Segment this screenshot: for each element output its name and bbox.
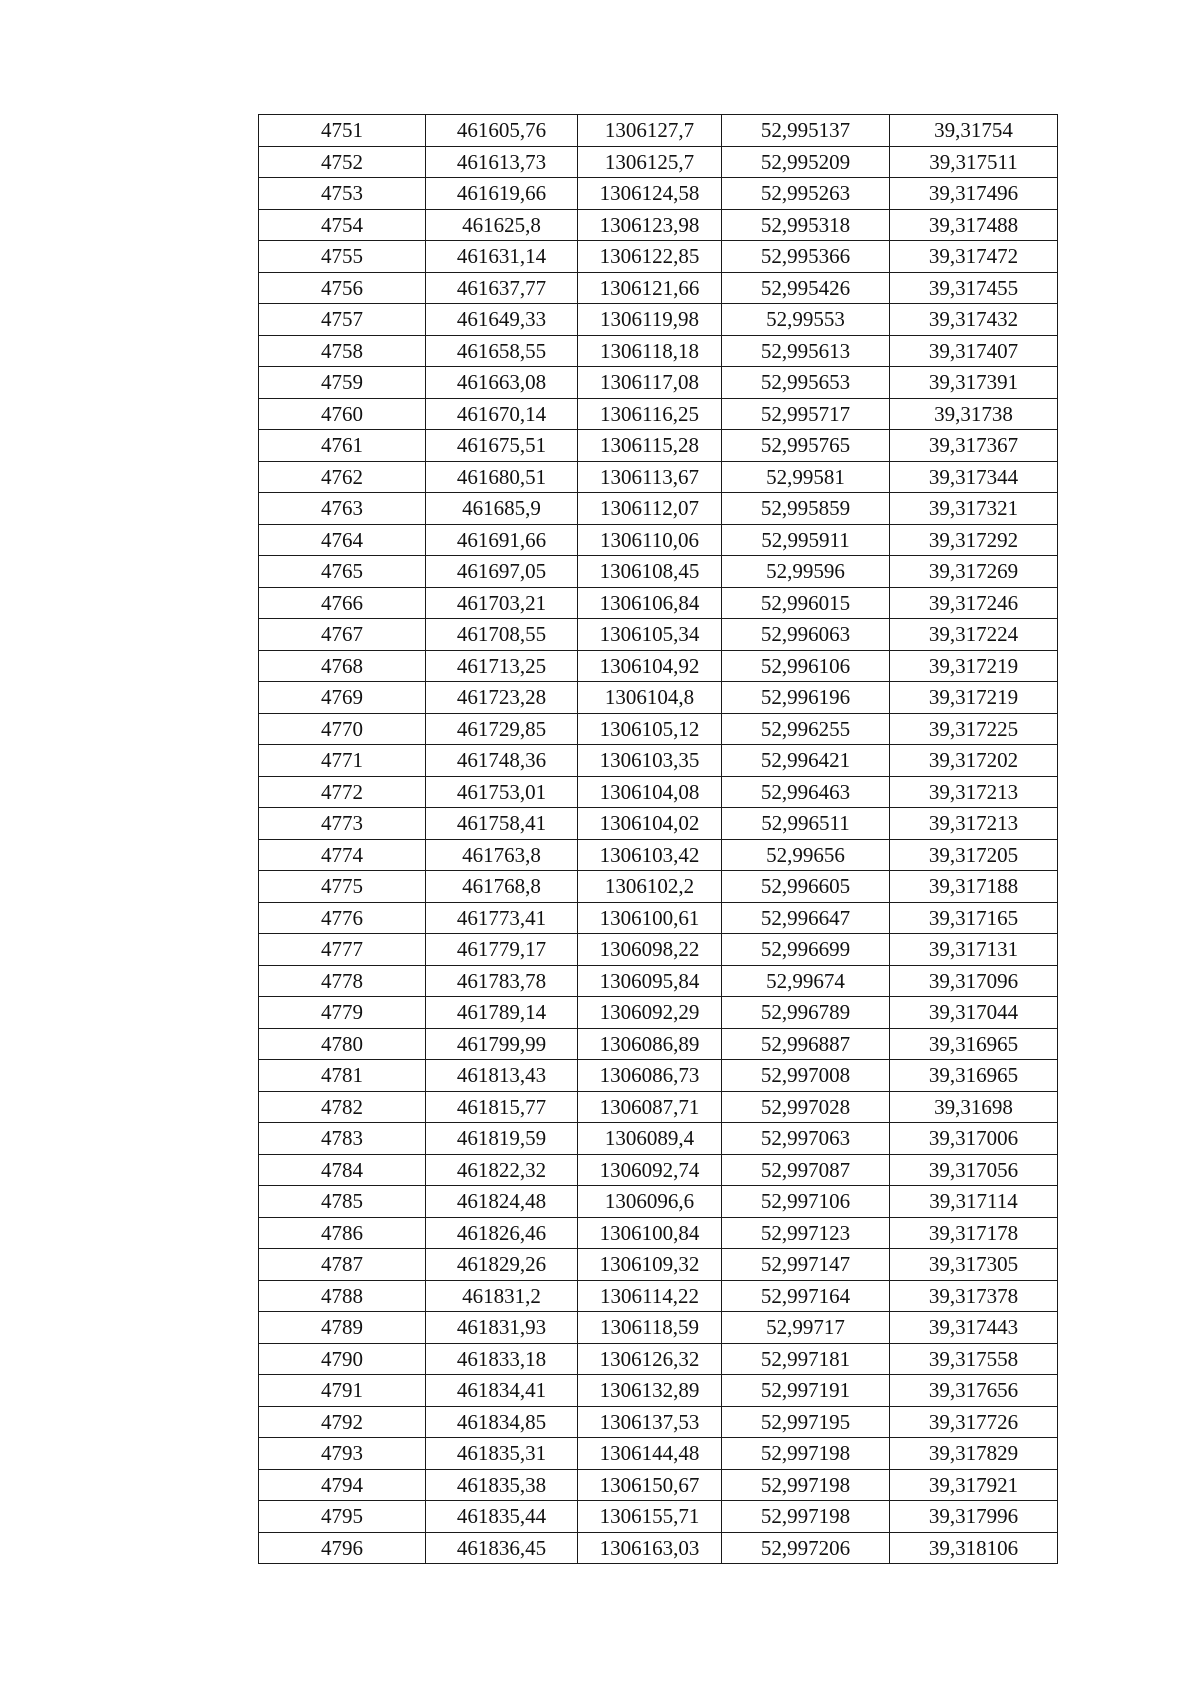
table-row — [259, 682, 1058, 714]
point-number-cell: 4794 — [259, 1469, 426, 1501]
x-coordinate-cell: 461835,38 — [426, 1469, 578, 1501]
point-number-cell: 4754 — [259, 209, 426, 241]
y-coordinate-cell: 1306086,73 — [578, 1060, 722, 1092]
x-coordinate-cell: 461619,66 — [426, 178, 578, 210]
table-row — [259, 934, 1058, 966]
coordinates-table — [258, 114, 1058, 1564]
point-number-cell: 4787 — [259, 1249, 426, 1281]
latitude-cell: 52,997063 — [722, 1123, 890, 1155]
longitude-cell: 39,317213 — [890, 808, 1058, 840]
table-row — [259, 839, 1058, 871]
longitude-cell: 39,317213 — [890, 776, 1058, 808]
longitude-cell: 39,317269 — [890, 556, 1058, 588]
x-coordinate-cell: 461789,14 — [426, 997, 578, 1029]
latitude-cell: 52,995717 — [722, 398, 890, 430]
y-coordinate-cell: 1306155,71 — [578, 1501, 722, 1533]
longitude-cell: 39,317656 — [890, 1375, 1058, 1407]
point-number-cell: 4759 — [259, 367, 426, 399]
y-coordinate-cell: 1306150,67 — [578, 1469, 722, 1501]
y-coordinate-cell: 1306112,07 — [578, 493, 722, 525]
table-row — [259, 650, 1058, 682]
y-coordinate-cell: 1306092,74 — [578, 1154, 722, 1186]
latitude-cell: 52,995318 — [722, 209, 890, 241]
x-coordinate-cell: 461723,28 — [426, 682, 578, 714]
x-coordinate-cell: 461605,76 — [426, 115, 578, 147]
x-coordinate-cell: 461835,31 — [426, 1438, 578, 1470]
longitude-cell: 39,317344 — [890, 461, 1058, 493]
y-coordinate-cell: 1306118,59 — [578, 1312, 722, 1344]
x-coordinate-cell: 461819,59 — [426, 1123, 578, 1155]
longitude-cell: 39,31754 — [890, 115, 1058, 147]
table-row — [259, 335, 1058, 367]
point-number-cell: 4776 — [259, 902, 426, 934]
x-coordinate-cell: 461813,43 — [426, 1060, 578, 1092]
y-coordinate-cell: 1306124,58 — [578, 178, 722, 210]
table-row — [259, 1501, 1058, 1533]
latitude-cell: 52,996463 — [722, 776, 890, 808]
point-number-cell: 4782 — [259, 1091, 426, 1123]
table-row — [259, 1186, 1058, 1218]
y-coordinate-cell: 1306114,22 — [578, 1280, 722, 1312]
table-row — [259, 178, 1058, 210]
latitude-cell: 52,997106 — [722, 1186, 890, 1218]
point-number-cell: 4786 — [259, 1217, 426, 1249]
latitude-cell: 52,995653 — [722, 367, 890, 399]
table-row — [259, 1060, 1058, 1092]
point-number-cell: 4766 — [259, 587, 426, 619]
table-row — [259, 146, 1058, 178]
table-row — [259, 367, 1058, 399]
table-row — [259, 1312, 1058, 1344]
y-coordinate-cell: 1306110,06 — [578, 524, 722, 556]
x-coordinate-cell: 461670,14 — [426, 398, 578, 430]
table-row — [259, 1123, 1058, 1155]
point-number-cell: 4764 — [259, 524, 426, 556]
longitude-cell: 39,317496 — [890, 178, 1058, 210]
longitude-cell: 39,317056 — [890, 1154, 1058, 1186]
x-coordinate-cell: 461773,41 — [426, 902, 578, 934]
longitude-cell: 39,317096 — [890, 965, 1058, 997]
latitude-cell: 52,99656 — [722, 839, 890, 871]
latitude-cell: 52,996605 — [722, 871, 890, 903]
x-coordinate-cell: 461703,21 — [426, 587, 578, 619]
point-number-cell: 4751 — [259, 115, 426, 147]
longitude-cell: 39,317224 — [890, 619, 1058, 651]
point-number-cell: 4789 — [259, 1312, 426, 1344]
point-number-cell: 4753 — [259, 178, 426, 210]
longitude-cell: 39,317246 — [890, 587, 1058, 619]
point-number-cell: 4788 — [259, 1280, 426, 1312]
x-coordinate-cell: 461768,8 — [426, 871, 578, 903]
coordinates-table-body — [259, 115, 1058, 1564]
y-coordinate-cell: 1306100,61 — [578, 902, 722, 934]
y-coordinate-cell: 1306100,84 — [578, 1217, 722, 1249]
point-number-cell: 4768 — [259, 650, 426, 682]
x-coordinate-cell: 461691,66 — [426, 524, 578, 556]
latitude-cell: 52,997198 — [722, 1501, 890, 1533]
longitude-cell: 39,317225 — [890, 713, 1058, 745]
y-coordinate-cell: 1306116,25 — [578, 398, 722, 430]
table-row — [259, 398, 1058, 430]
table-row — [259, 965, 1058, 997]
point-number-cell: 4775 — [259, 871, 426, 903]
x-coordinate-cell: 461758,41 — [426, 808, 578, 840]
x-coordinate-cell: 461833,18 — [426, 1343, 578, 1375]
x-coordinate-cell: 461834,85 — [426, 1406, 578, 1438]
longitude-cell: 39,317558 — [890, 1343, 1058, 1375]
latitude-cell: 52,997008 — [722, 1060, 890, 1092]
y-coordinate-cell: 1306126,32 — [578, 1343, 722, 1375]
x-coordinate-cell: 461779,17 — [426, 934, 578, 966]
y-coordinate-cell: 1306103,42 — [578, 839, 722, 871]
x-coordinate-cell: 461708,55 — [426, 619, 578, 651]
latitude-cell: 52,995137 — [722, 115, 890, 147]
latitude-cell: 52,996106 — [722, 650, 890, 682]
x-coordinate-cell: 461831,93 — [426, 1312, 578, 1344]
point-number-cell: 4772 — [259, 776, 426, 808]
point-number-cell: 4795 — [259, 1501, 426, 1533]
table-row — [259, 1406, 1058, 1438]
y-coordinate-cell: 1306095,84 — [578, 965, 722, 997]
x-coordinate-cell: 461675,51 — [426, 430, 578, 462]
table-row — [259, 493, 1058, 525]
latitude-cell: 52,99717 — [722, 1312, 890, 1344]
longitude-cell: 39,317044 — [890, 997, 1058, 1029]
table-row — [259, 209, 1058, 241]
table-row — [259, 556, 1058, 588]
latitude-cell: 52,99553 — [722, 304, 890, 336]
x-coordinate-cell: 461713,25 — [426, 650, 578, 682]
point-number-cell: 4756 — [259, 272, 426, 304]
table-row — [259, 430, 1058, 462]
table-row — [259, 587, 1058, 619]
y-coordinate-cell: 1306123,98 — [578, 209, 722, 241]
y-coordinate-cell: 1306163,03 — [578, 1532, 722, 1564]
table-row — [259, 272, 1058, 304]
longitude-cell: 39,317305 — [890, 1249, 1058, 1281]
y-coordinate-cell: 1306096,6 — [578, 1186, 722, 1218]
x-coordinate-cell: 461753,01 — [426, 776, 578, 808]
longitude-cell: 39,317219 — [890, 682, 1058, 714]
x-coordinate-cell: 461763,8 — [426, 839, 578, 871]
longitude-cell: 39,317367 — [890, 430, 1058, 462]
x-coordinate-cell: 461658,55 — [426, 335, 578, 367]
x-coordinate-cell: 461815,77 — [426, 1091, 578, 1123]
y-coordinate-cell: 1306132,89 — [578, 1375, 722, 1407]
y-coordinate-cell: 1306115,28 — [578, 430, 722, 462]
longitude-cell: 39,317829 — [890, 1438, 1058, 1470]
x-coordinate-cell: 461663,08 — [426, 367, 578, 399]
y-coordinate-cell: 1306125,7 — [578, 146, 722, 178]
table-row — [259, 241, 1058, 273]
x-coordinate-cell: 461824,48 — [426, 1186, 578, 1218]
point-number-cell: 4780 — [259, 1028, 426, 1060]
longitude-cell: 39,31698 — [890, 1091, 1058, 1123]
latitude-cell: 52,997164 — [722, 1280, 890, 1312]
latitude-cell: 52,99581 — [722, 461, 890, 493]
x-coordinate-cell: 461729,85 — [426, 713, 578, 745]
latitude-cell: 52,996789 — [722, 997, 890, 1029]
point-number-cell: 4790 — [259, 1343, 426, 1375]
longitude-cell: 39,317726 — [890, 1406, 1058, 1438]
point-number-cell: 4757 — [259, 304, 426, 336]
table-row — [259, 115, 1058, 147]
table-row — [259, 524, 1058, 556]
table-row — [259, 1438, 1058, 1470]
x-coordinate-cell: 461625,8 — [426, 209, 578, 241]
table-row — [259, 1091, 1058, 1123]
latitude-cell: 52,995859 — [722, 493, 890, 525]
latitude-cell: 52,997181 — [722, 1343, 890, 1375]
table-row — [259, 808, 1058, 840]
table-row — [259, 461, 1058, 493]
longitude-cell: 39,317321 — [890, 493, 1058, 525]
longitude-cell: 39,317114 — [890, 1186, 1058, 1218]
point-number-cell: 4760 — [259, 398, 426, 430]
longitude-cell: 39,317391 — [890, 367, 1058, 399]
table-row — [259, 1280, 1058, 1312]
table-row — [259, 776, 1058, 808]
longitude-cell: 39,317921 — [890, 1469, 1058, 1501]
y-coordinate-cell: 1306113,67 — [578, 461, 722, 493]
y-coordinate-cell: 1306109,32 — [578, 1249, 722, 1281]
latitude-cell: 52,997147 — [722, 1249, 890, 1281]
x-coordinate-cell: 461822,32 — [426, 1154, 578, 1186]
longitude-cell: 39,31738 — [890, 398, 1058, 430]
y-coordinate-cell: 1306106,84 — [578, 587, 722, 619]
y-coordinate-cell: 1306105,12 — [578, 713, 722, 745]
y-coordinate-cell: 1306104,08 — [578, 776, 722, 808]
point-number-cell: 4761 — [259, 430, 426, 462]
table-row — [259, 1375, 1058, 1407]
longitude-cell: 39,316965 — [890, 1028, 1058, 1060]
point-number-cell: 4778 — [259, 965, 426, 997]
x-coordinate-cell: 461613,73 — [426, 146, 578, 178]
point-number-cell: 4765 — [259, 556, 426, 588]
table-row — [259, 1343, 1058, 1375]
y-coordinate-cell: 1306117,08 — [578, 367, 722, 399]
x-coordinate-cell: 461748,36 — [426, 745, 578, 777]
longitude-cell: 39,317443 — [890, 1312, 1058, 1344]
table-row — [259, 1532, 1058, 1564]
point-number-cell: 4796 — [259, 1532, 426, 1564]
latitude-cell: 52,996421 — [722, 745, 890, 777]
longitude-cell: 39,317006 — [890, 1123, 1058, 1155]
latitude-cell: 52,996196 — [722, 682, 890, 714]
latitude-cell: 52,996255 — [722, 713, 890, 745]
table-row — [259, 1469, 1058, 1501]
longitude-cell: 39,317188 — [890, 871, 1058, 903]
point-number-cell: 4770 — [259, 713, 426, 745]
y-coordinate-cell: 1306119,98 — [578, 304, 722, 336]
x-coordinate-cell: 461697,05 — [426, 556, 578, 588]
x-coordinate-cell: 461829,26 — [426, 1249, 578, 1281]
x-coordinate-cell: 461649,33 — [426, 304, 578, 336]
point-number-cell: 4791 — [259, 1375, 426, 1407]
latitude-cell: 52,995209 — [722, 146, 890, 178]
longitude-cell: 39,317202 — [890, 745, 1058, 777]
point-number-cell: 4792 — [259, 1406, 426, 1438]
y-coordinate-cell: 1306089,4 — [578, 1123, 722, 1155]
y-coordinate-cell: 1306102,2 — [578, 871, 722, 903]
latitude-cell: 52,995366 — [722, 241, 890, 273]
y-coordinate-cell: 1306104,92 — [578, 650, 722, 682]
point-number-cell: 4763 — [259, 493, 426, 525]
x-coordinate-cell: 461835,44 — [426, 1501, 578, 1533]
y-coordinate-cell: 1306108,45 — [578, 556, 722, 588]
point-number-cell: 4771 — [259, 745, 426, 777]
x-coordinate-cell: 461831,2 — [426, 1280, 578, 1312]
longitude-cell: 39,317407 — [890, 335, 1058, 367]
x-coordinate-cell: 461680,51 — [426, 461, 578, 493]
longitude-cell: 39,318106 — [890, 1532, 1058, 1564]
latitude-cell: 52,996699 — [722, 934, 890, 966]
x-coordinate-cell: 461826,46 — [426, 1217, 578, 1249]
longitude-cell: 39,317472 — [890, 241, 1058, 273]
y-coordinate-cell: 1306087,71 — [578, 1091, 722, 1123]
latitude-cell: 52,99674 — [722, 965, 890, 997]
y-coordinate-cell: 1306144,48 — [578, 1438, 722, 1470]
point-number-cell: 4769 — [259, 682, 426, 714]
y-coordinate-cell: 1306104,02 — [578, 808, 722, 840]
latitude-cell: 52,995613 — [722, 335, 890, 367]
point-number-cell: 4758 — [259, 335, 426, 367]
point-number-cell: 4785 — [259, 1186, 426, 1218]
longitude-cell: 39,317432 — [890, 304, 1058, 336]
latitude-cell: 52,995426 — [722, 272, 890, 304]
y-coordinate-cell: 1306086,89 — [578, 1028, 722, 1060]
longitude-cell: 39,317488 — [890, 209, 1058, 241]
point-number-cell: 4752 — [259, 146, 426, 178]
longitude-cell: 39,317455 — [890, 272, 1058, 304]
point-number-cell: 4755 — [259, 241, 426, 273]
latitude-cell: 52,995765 — [722, 430, 890, 462]
table-row — [259, 1217, 1058, 1249]
table-row — [259, 1154, 1058, 1186]
latitude-cell: 52,997087 — [722, 1154, 890, 1186]
latitude-cell: 52,997206 — [722, 1532, 890, 1564]
y-coordinate-cell: 1306122,85 — [578, 241, 722, 273]
latitude-cell: 52,997191 — [722, 1375, 890, 1407]
y-coordinate-cell: 1306098,22 — [578, 934, 722, 966]
table-row — [259, 1028, 1058, 1060]
x-coordinate-cell: 461783,78 — [426, 965, 578, 997]
table-row — [259, 304, 1058, 336]
point-number-cell: 4774 — [259, 839, 426, 871]
latitude-cell: 52,996511 — [722, 808, 890, 840]
table-row — [259, 1249, 1058, 1281]
latitude-cell: 52,996063 — [722, 619, 890, 651]
latitude-cell: 52,99596 — [722, 556, 890, 588]
y-coordinate-cell: 1306121,66 — [578, 272, 722, 304]
point-number-cell: 4779 — [259, 997, 426, 1029]
latitude-cell: 52,997195 — [722, 1406, 890, 1438]
latitude-cell: 52,996647 — [722, 902, 890, 934]
longitude-cell: 39,317178 — [890, 1217, 1058, 1249]
longitude-cell: 39,316965 — [890, 1060, 1058, 1092]
table-row — [259, 745, 1058, 777]
point-number-cell: 4767 — [259, 619, 426, 651]
point-number-cell: 4793 — [259, 1438, 426, 1470]
point-number-cell: 4784 — [259, 1154, 426, 1186]
x-coordinate-cell: 461637,77 — [426, 272, 578, 304]
x-coordinate-cell: 461685,9 — [426, 493, 578, 525]
point-number-cell: 4762 — [259, 461, 426, 493]
table-row — [259, 871, 1058, 903]
longitude-cell: 39,317205 — [890, 839, 1058, 871]
latitude-cell: 52,996887 — [722, 1028, 890, 1060]
longitude-cell: 39,317996 — [890, 1501, 1058, 1533]
table-row — [259, 902, 1058, 934]
latitude-cell: 52,997198 — [722, 1469, 890, 1501]
longitude-cell: 39,317219 — [890, 650, 1058, 682]
y-coordinate-cell: 1306137,53 — [578, 1406, 722, 1438]
x-coordinate-cell: 461836,45 — [426, 1532, 578, 1564]
latitude-cell: 52,997123 — [722, 1217, 890, 1249]
table-row — [259, 619, 1058, 651]
latitude-cell: 52,995263 — [722, 178, 890, 210]
longitude-cell: 39,317292 — [890, 524, 1058, 556]
longitude-cell: 39,317165 — [890, 902, 1058, 934]
x-coordinate-cell: 461631,14 — [426, 241, 578, 273]
latitude-cell: 52,997198 — [722, 1438, 890, 1470]
x-coordinate-cell: 461834,41 — [426, 1375, 578, 1407]
y-coordinate-cell: 1306118,18 — [578, 335, 722, 367]
table-row — [259, 997, 1058, 1029]
point-number-cell: 4777 — [259, 934, 426, 966]
latitude-cell: 52,996015 — [722, 587, 890, 619]
y-coordinate-cell: 1306105,34 — [578, 619, 722, 651]
longitude-cell: 39,317131 — [890, 934, 1058, 966]
y-coordinate-cell: 1306103,35 — [578, 745, 722, 777]
point-number-cell: 4773 — [259, 808, 426, 840]
longitude-cell: 39,317511 — [890, 146, 1058, 178]
latitude-cell: 52,995911 — [722, 524, 890, 556]
y-coordinate-cell: 1306092,29 — [578, 997, 722, 1029]
point-number-cell: 4781 — [259, 1060, 426, 1092]
y-coordinate-cell: 1306104,8 — [578, 682, 722, 714]
latitude-cell: 52,997028 — [722, 1091, 890, 1123]
y-coordinate-cell: 1306127,7 — [578, 115, 722, 147]
point-number-cell: 4783 — [259, 1123, 426, 1155]
x-coordinate-cell: 461799,99 — [426, 1028, 578, 1060]
longitude-cell: 39,317378 — [890, 1280, 1058, 1312]
table-row — [259, 713, 1058, 745]
